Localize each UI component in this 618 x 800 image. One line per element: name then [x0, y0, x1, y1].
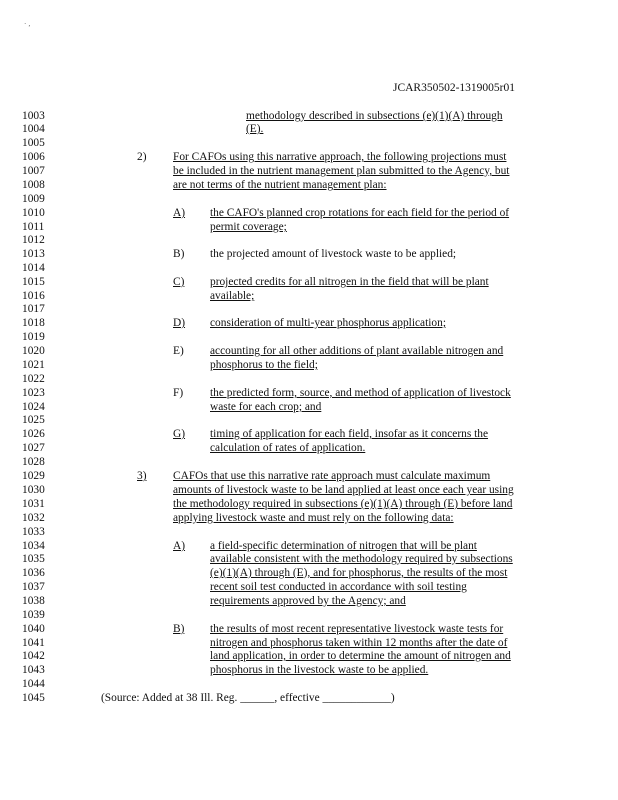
line-number: 1013 — [22, 248, 45, 260]
line-number: 1032 — [22, 512, 45, 524]
line-number: 1012 — [22, 234, 45, 246]
line-number: 1008 — [22, 179, 45, 191]
text-line: nitrogen and phosphorus taken within 12 months after the date of — [210, 637, 508, 649]
text-line: For CAFOs using this narrative approach, the following projections must — [173, 151, 507, 163]
line-number: 1022 — [22, 373, 45, 385]
line-number: 1025 — [22, 414, 45, 426]
line-number: 1004 — [22, 123, 45, 135]
line-number: 1041 — [22, 637, 45, 649]
text-line: timing of application for each field, insofar as it concerns the — [210, 428, 489, 440]
line-number: 1021 — [22, 359, 45, 371]
line-number: 1020 — [22, 345, 45, 357]
line-number: 1003 — [22, 110, 45, 122]
line-number: 1009 — [22, 193, 45, 205]
text-line: consideration of multi-year phosphorus application; — [210, 317, 446, 329]
line-number: 1015 — [22, 276, 45, 288]
source-note: (Source: Added at 38 Ill. Reg. ______, effective ____________) — [101, 692, 395, 704]
text-line: the methodology required in subsections (e)(1)(A) through (E) before land — [173, 498, 513, 510]
line-number: 1016 — [22, 290, 45, 302]
text-line: applying livestock waste and must rely on the following data: — [173, 512, 454, 524]
line-number: 1029 — [22, 470, 45, 482]
line-number: 1040 — [22, 623, 45, 635]
line-number: 1005 — [22, 137, 45, 149]
line-number: 1039 — [22, 609, 45, 621]
line-number: 1026 — [22, 428, 45, 440]
text-line: the results of most recent representative livestock waste tests for — [210, 623, 504, 635]
subparagraph-marker: A) — [173, 207, 186, 219]
text-line: a field-specific determination of nitrogen that will be plant — [210, 540, 477, 552]
line-number: 1011 — [22, 221, 45, 233]
text-line: phosphorus to the field; — [210, 359, 318, 371]
text-line: permit coverage; — [210, 221, 287, 233]
document-id-header: JCAR350502-1319005r01 — [392, 82, 515, 94]
text-line: projected credits for all nitrogen in the field that will be plant — [210, 276, 489, 288]
subparagraph-marker: B) — [173, 248, 185, 260]
line-number: 1024 — [22, 401, 45, 413]
line-number: 1036 — [22, 567, 45, 579]
text-line: phosphorus in the livestock waste to be applied. — [210, 664, 429, 676]
line-number: 1030 — [22, 484, 45, 496]
paragraph-marker: 2) — [137, 151, 147, 163]
subparagraph-marker: F) — [173, 387, 184, 399]
line-number: 1033 — [22, 526, 45, 538]
line-number: 1035 — [22, 553, 45, 565]
line-number: 1031 — [22, 498, 45, 510]
text-line: recent soil test conducted in accordance with soil testing — [210, 581, 467, 593]
text-line: (E). — [246, 123, 264, 135]
line-number: 1018 — [22, 317, 45, 329]
line-number: 1017 — [22, 303, 45, 315]
line-number: 1027 — [22, 442, 45, 454]
line-number: 1010 — [22, 207, 45, 219]
line-number: 1007 — [22, 165, 45, 177]
text-line: requirements approved by the Agency; and — [210, 595, 406, 607]
text-line: are not terms of the nutrient management plan: — [173, 179, 387, 191]
line-number: 1037 — [22, 581, 45, 593]
line-number: 1043 — [22, 664, 45, 676]
line-number: 1042 — [22, 650, 45, 662]
line-number: 1034 — [22, 540, 45, 552]
text-line: be included in the nutrient management plan submitted to the Agency, but — [173, 165, 510, 177]
line-number: 1023 — [22, 387, 45, 399]
line-number: 1045 — [22, 692, 45, 704]
text-line: (e)(1)(A) through (E), and for phosphorus, the results of the most — [210, 567, 508, 579]
text-line — [210, 248, 456, 261]
line-number: 1028 — [22, 456, 45, 468]
text-line: accounting for all other additions of plant available nitrogen and — [210, 345, 504, 357]
paragraph-marker: 3) — [137, 470, 147, 482]
line-number: 1014 — [22, 262, 45, 274]
line-number: 1019 — [22, 331, 45, 343]
subparagraph-marker: G) — [173, 428, 186, 440]
text-line: the predicted form, source, and method of application of livestock — [210, 387, 511, 399]
subparagraph-marker: A) — [173, 540, 186, 552]
line-number: 1044 — [22, 678, 45, 690]
line-number: 1038 — [22, 595, 45, 607]
text-line: available; — [210, 290, 255, 302]
text-line: calculation of rates of application. — [210, 442, 366, 454]
text-line: land application, in order to determine the amount of nitrogen and — [210, 650, 511, 662]
subparagraph-marker: D) — [173, 317, 186, 329]
text-run: the projected amount of livestock waste to be applied; — [210, 248, 457, 260]
text-line: the CAFO's planned crop rotations for each field for the period of — [210, 207, 510, 219]
subparagraph-marker: C) — [173, 276, 185, 288]
line-number: 1006 — [22, 151, 45, 163]
scan-specks: · ‚ — [24, 20, 31, 28]
text-line: waste for each crop; and — [210, 401, 322, 413]
text-line: CAFOs that use this narrative rate approach must calculate maximum — [173, 470, 491, 482]
subparagraph-marker: E) — [173, 345, 184, 357]
subparagraph-marker: B) — [173, 623, 185, 635]
text-line: available consistent with the methodology required by subsections — [210, 553, 513, 565]
text-line: methodology described in subsections (e)(1)(A) through — [246, 110, 503, 122]
text-line: amounts of livestock waste to be land applied at least once each year using — [173, 484, 514, 496]
